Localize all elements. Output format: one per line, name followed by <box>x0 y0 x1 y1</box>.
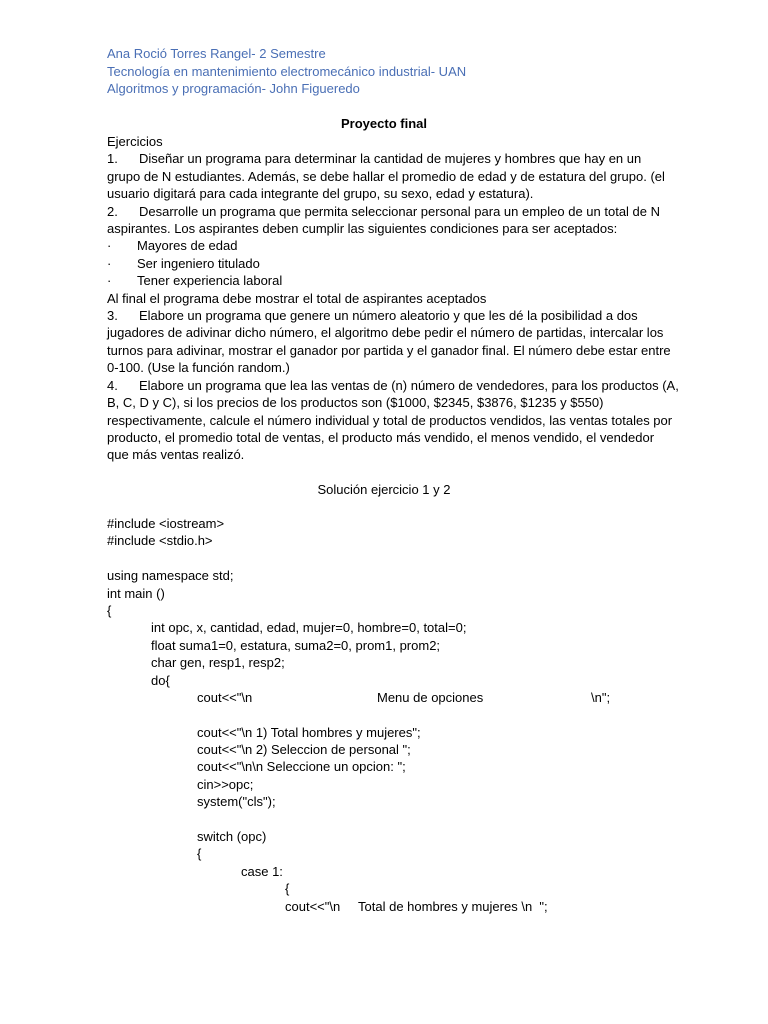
exercise-3-line-2: jugadores de adivinar dicho número, el algoritmo debe pedir el número de partidas, intercalar los <box>107 325 664 341</box>
code-line-system: system("cls"); <box>197 794 276 810</box>
code-line-do: do{ <box>151 672 170 688</box>
exercise-4-line-4: producto, el promedio total de ventas, el producto más vendido, el menos vendido, el vendedor <box>107 429 655 445</box>
exercise-1-number: 1. <box>107 151 118 167</box>
code-menu-title: Menu de opciones <box>377 689 484 705</box>
exercise-2-bullet-1 <box>107 237 663 254</box>
exercise-2-number: 2. <box>107 203 118 219</box>
exercise-3-text-1: Elabore un programa que genere un número aleatorio y que les dé la posibilidad a dos <box>139 308 638 324</box>
exercise-3-number: 3. <box>107 308 118 324</box>
exercise-2-line-1 <box>107 203 663 220</box>
code-line-cout-menu <box>107 689 611 706</box>
bullet-item-1: Mayores de edad <box>137 238 238 254</box>
code-line-blank <box>107 706 548 723</box>
exercise-4-line-2: B, C, D y C), si los precios de los productos son ($1000, $2345, $3876, $1235 y $550) <box>107 395 604 411</box>
exercise-2-final: Al final el programa debe mostrar el total de aspirantes aceptados <box>107 290 487 306</box>
bullet-item-3: Tener experiencia laboral <box>137 273 283 289</box>
exercise-3-line-4: 0-100. (Use la función random.) <box>107 360 290 376</box>
exercise-1-line-2: grupo de N estudiantes. Además, se debe hallar el promedio de edad y de estatura del grupo. (el <box>107 168 665 184</box>
code-menu-start: cout<<"\n <box>197 689 253 705</box>
code-line-decl-char: char gen, resp1, resp2; <box>151 655 285 671</box>
exercise-2-bullet-2 <box>107 255 663 272</box>
exercises-section <box>107 133 679 464</box>
exercise-4-line-3: respectivamente, calcule el número individual y total de productos vendidos, las ventas totales por <box>107 412 673 428</box>
exercise-3-line-1 <box>107 307 663 324</box>
code-line-blank <box>107 550 548 567</box>
exercise-4-number: 4. <box>107 377 118 393</box>
code-line-cout-prompt: cout<<"\n\n Seleccione un opcion: "; <box>197 759 406 775</box>
code-line-cin: cin>>opc; <box>197 776 254 792</box>
exercise-4-text-1: Elabore un programa que lea las ventas de (n) número de vendedores, para los productos (A, <box>139 377 679 393</box>
code-line-decl-int: int opc, x, cantidad, edad, mujer=0, hombre=0, total=0; <box>151 620 467 636</box>
code-line-decl-float: float suma1=0, estatura, suma2=0, prom1, prom2; <box>151 637 441 653</box>
code-line-switch: switch (opc) <box>197 829 267 845</box>
code-listing <box>107 515 611 915</box>
bullet-dot: · <box>107 238 112 254</box>
exercise-1-line-3: usuario digitará para cada integrante del grupo, su sexo, edad y estatura). <box>107 186 534 202</box>
bullet-item-2: Ser ingeniero titulado <box>137 255 260 271</box>
solution-title: Solución ejercicio 1 y 2 <box>317 482 451 497</box>
code-line-switch-brace: { <box>197 846 202 862</box>
exercise-2-text-1: Desarrolle un programa que permita seleccionar personal para un empleo de un total de N <box>139 203 661 219</box>
page-title: Proyecto final <box>341 116 427 131</box>
code-line-using: using namespace std; <box>107 568 234 584</box>
code-line-case-1: case 1: <box>241 863 283 879</box>
exercise-1-text-1: Diseñar un programa para determinar la cantidad de mujeres y hombres que hay en un <box>139 151 642 167</box>
code-line-case-brace: { <box>285 881 290 897</box>
author-line: Ana Roció Torres Rangel- 2 Semestre <box>107 46 326 61</box>
exercise-4-line-5: que más ventas realizó. <box>107 447 245 463</box>
program-line: Tecnología en mantenimiento electromecánico industrial- UAN <box>107 64 467 79</box>
exercise-3-line-3: turnos para adivinar, mostrar el ganador por partida y el ganador final. El número debe estar entre <box>107 342 671 358</box>
code-line-cout-option-1: cout<<"\n 1) Total hombres y mujeres"; <box>197 724 421 740</box>
exercise-2-line-2: aspirantes. Los aspirantes deben cumplir las siguientes condiciones para ser aceptados: <box>107 221 618 237</box>
code-line-cout-total: cout<<"\n Total de hombres y mujeres \n "; <box>285 898 548 914</box>
code-line-cout-option-2: cout<<"\n 2) Seleccion de personal "; <box>197 742 411 758</box>
exercise-4-line-1 <box>107 377 679 394</box>
bullet-dot: · <box>107 255 112 271</box>
code-menu-end: \n"; <box>591 689 611 705</box>
code-line-brace-open: { <box>107 602 112 618</box>
exercise-1-line-1 <box>107 150 663 167</box>
code-line-main: int main () <box>107 585 165 601</box>
code-line-include-stdio: #include <stdio.h> <box>107 533 213 549</box>
exercise-2-bullet-3 <box>107 272 663 289</box>
course-line: Algoritmos y programación- John Figueredo <box>107 81 360 96</box>
exercises-heading: Ejercicios <box>107 134 163 149</box>
code-line-blank <box>107 811 548 828</box>
bullet-dot: · <box>107 273 112 289</box>
code-line-include-iostream: #include <iostream> <box>107 516 225 531</box>
